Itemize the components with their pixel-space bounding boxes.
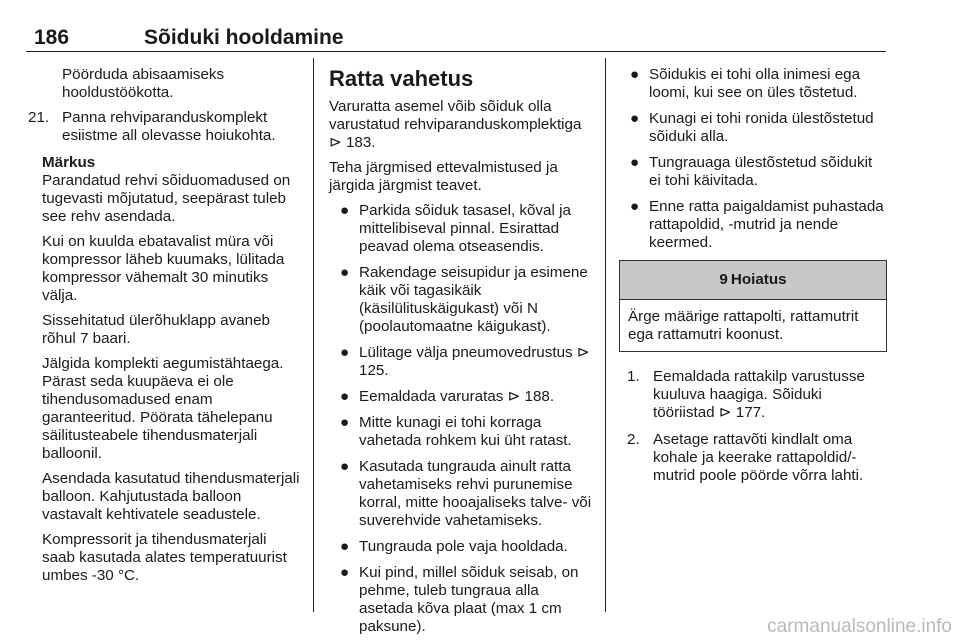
step-number: 1. <box>627 368 640 385</box>
list-item <box>329 414 597 450</box>
page-header <box>26 26 886 50</box>
section-title: Ratta vahetus <box>329 66 474 91</box>
step-2 <box>627 431 887 485</box>
bullet-icon: ● <box>630 198 640 215</box>
bullet-icon: ● <box>340 264 350 281</box>
intro-paragraph: Varuratta asemel võib sõiduk olla varustatud rehviparanduskomplektiga ⊳ 183. <box>329 98 582 151</box>
bullet-icon: ● <box>630 110 640 127</box>
warning-box <box>619 260 887 352</box>
step-20-continuation: Pöörduda abisaamiseks hooldustöökotta. <box>62 66 225 101</box>
intro-paragraph: Teha järgmised ettevalmistused ja järgida järgmist teavet. <box>329 159 558 194</box>
warning-header <box>620 261 886 300</box>
bullet-icon: ● <box>340 538 350 555</box>
column-divider-1 <box>313 58 314 612</box>
list-item <box>619 110 887 146</box>
warning-title: Hoiatus <box>730 271 787 288</box>
bullet-icon: ● <box>630 66 640 83</box>
step-text: Panna rehviparanduskomplekt esiistme all olevasse hoiukohta. <box>62 109 276 144</box>
list-item-text: Parkida sõiduk tasasel, kõval ja mittelibiseval pinnal. Esirattad peavad olema otseasendis. <box>359 202 571 255</box>
watermark: carmanualsonline.info <box>767 616 952 637</box>
bullet-icon: ● <box>630 154 640 171</box>
bullet-icon: ● <box>340 458 350 475</box>
note-paragraph: Asendada kasutatud tihendusmaterjali balloon. Kahjutustada balloon vastavalt kehtivatele seadustele. <box>42 470 300 523</box>
list-item <box>329 538 597 556</box>
list-item-text: Kui pind, millel sõiduk seisab, on pehme, tuleb tungraua alla asetada kõva plaat (max 1 cm paksune). <box>359 564 579 635</box>
list-item <box>329 264 597 336</box>
list-item-text: Lülitage välja pneumovedrustus ⊳ 125. <box>359 344 590 379</box>
warning-text: Ärge määrige rattapolti, rattamutrit ega rattamutri koonust. <box>628 308 859 343</box>
note-title: Märkus <box>42 154 96 171</box>
warning-icon: 9 <box>719 271 728 288</box>
column-divider-2 <box>605 58 606 612</box>
step-1 <box>627 368 887 422</box>
list-item <box>329 458 597 530</box>
step-text: Asetage rattavõti kindlalt oma kohale ja keerake rattapoldid/-mutrid poole pöörde võrra lahti. <box>653 431 864 484</box>
list-item <box>619 154 887 190</box>
list-item-text: Sõidukis ei tohi olla inimesi ega loomi, kui see on üles tõstetud. <box>649 66 861 101</box>
note-paragraph: Jälgida komplekti aegumistähtaega. Pärast seda kuupäeva ei ole tihendusomadused enam garanteeritud. Pöörata tähelepanu säilitusteabele tihendusmaterjali balloonil. <box>42 355 284 462</box>
list-item <box>329 388 597 406</box>
list-item-text: Enne ratta paigaldamist puhastada rattapoldid, -mutrid ja nende keermed. <box>649 198 884 251</box>
column-left <box>28 66 300 592</box>
list-item-text: Eemaldada varuratas ⊳ 188. <box>359 388 555 405</box>
page-title: Sõiduki hooldamine <box>144 26 344 49</box>
note-paragraph: Kompressorit ja tihendusmaterjali saab kasutada alates temperatuurist umbes -30 °C. <box>42 531 287 584</box>
bullet-icon: ● <box>340 388 350 405</box>
page-number: 186 <box>34 26 70 49</box>
step-21 <box>28 109 300 145</box>
note-paragraph: Kui on kuulda ebatavalist müra või kompressor läheb kuumaks, lülitada kompressor vähemalt 30 minutiks välja. <box>42 233 285 304</box>
step-number: 21. <box>28 109 50 126</box>
list-item-text: Rakendage seisupidur ja esimene käik või tagasikäik (käsilülituskäigukast) või N (poolautomaatne käigukast). <box>359 264 588 335</box>
column-right <box>619 66 887 494</box>
header-divider <box>26 51 886 52</box>
note-paragraph: Parandatud rehvi sõiduomadused on tugevasti mõjutatud, seepärast tuleb see rehv asendada. <box>42 172 291 225</box>
column-middle <box>329 66 597 644</box>
list-item <box>329 344 597 380</box>
note-paragraph: Sissehitatud ülerõhuklapp avaneb rõhul 7 baari. <box>42 312 270 347</box>
list-item-text: Tungrauaga ülestõstetud sõidukit ei tohi käivitada. <box>649 154 873 189</box>
list-item-text: Mitte kunagi ei tohi korraga vahetada rohkem kui üht ratast. <box>359 414 572 449</box>
note-block <box>28 154 300 585</box>
bullet-icon: ● <box>340 564 350 581</box>
list-item <box>619 198 887 252</box>
list-item-text: Kunagi ei tohi ronida ülestõstetud sõiduki alla. <box>649 110 874 145</box>
list-item-text: Kasutada tungrauda ainult ratta vahetamiseks rehvi purunemise korral, mitte hooajaliseks talve- või suverehvide vahetamiseks. <box>359 458 592 529</box>
step-number: 2. <box>627 431 640 448</box>
list-item <box>329 202 597 256</box>
bullet-icon: ● <box>340 414 350 431</box>
list-item-text: Tungrauda pole vaja hooldada. <box>359 538 568 555</box>
bullet-icon: ● <box>340 202 350 219</box>
bullet-icon: ● <box>340 344 350 361</box>
step-text: Eemaldada rattakilp varustusse kuuluva haagiga. Sõiduki tööriistad ⊳ 177. <box>653 368 865 421</box>
list-item <box>329 564 597 636</box>
list-item <box>619 66 887 102</box>
